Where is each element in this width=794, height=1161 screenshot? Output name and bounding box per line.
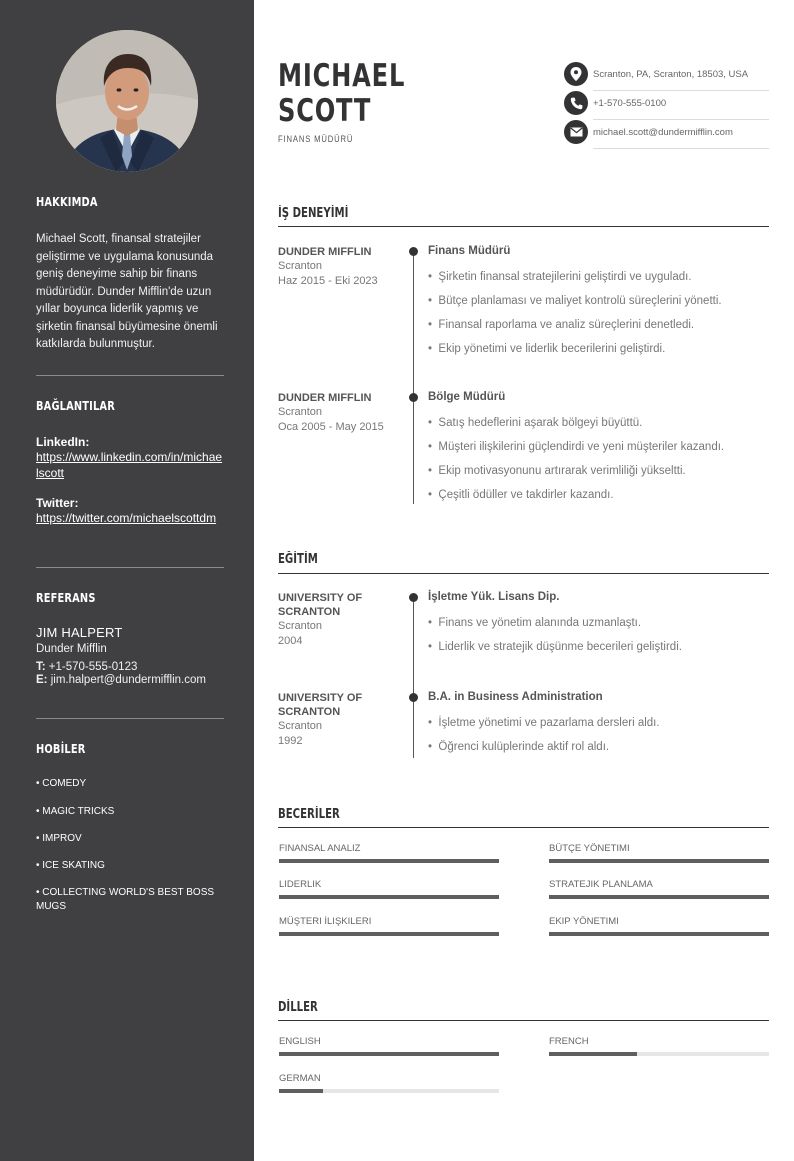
linkedin-label: LinkedIn:: [36, 435, 90, 449]
section-rule: [278, 226, 769, 227]
skill-bar: [549, 932, 769, 936]
education-timeline: [413, 598, 414, 758]
experience-bullet: • Ekip motivasyonunu artırarak verimliliği yükseltti.: [428, 465, 686, 477]
language-item: [549, 1036, 770, 1047]
experience-bullet-text: Çeşitli ödüller ve takdirler kazandı.: [438, 489, 614, 501]
skill-bar: [279, 932, 499, 936]
linkedin-link[interactable]: https://www.linkedin.com/in/michaelscott: [36, 450, 223, 480]
skill-item: [279, 916, 500, 927]
role-title: Bölge Müdürü: [428, 391, 506, 403]
education-bullet: • Liderlik ve stratejik düşünme becerileri geliştirdi.: [428, 641, 682, 653]
avatar: [56, 30, 198, 172]
education-bullet-text: Liderlik ve stratejik düşünme becerileri geliştirdi.: [438, 641, 682, 653]
language-name: GERMAN: [279, 1073, 321, 1084]
links-section: [36, 399, 224, 526]
contact-phone-text: +1-570-555-0100: [593, 98, 667, 109]
experience-bullet: • Finansal raporlama ve analiz süreçlerini denetledi.: [428, 319, 695, 331]
about-heading: HAKKIMDA: [36, 195, 98, 209]
contact-address: [564, 62, 769, 91]
skill-bar-fill: [549, 932, 769, 936]
degree-title: B.A. in Business Administration: [428, 691, 603, 703]
experience-bullet: • Bütçe planlaması ve maliyet kontrolü süreçlerini yönetti.: [428, 295, 722, 307]
company-name: DUNDER MIFFLIN: [278, 246, 372, 258]
language-item: [279, 1036, 500, 1047]
section-rule: [278, 827, 769, 828]
location-pin-icon: [564, 62, 588, 86]
linkedin-link-block: [36, 435, 224, 481]
skill-bar: [279, 859, 499, 863]
timeline-dot: [409, 247, 418, 256]
experience-timeline: [413, 252, 414, 504]
experience-bullet-text: Şirketin finansal stratejilerini geliştirdi ve uyguladı.: [438, 271, 692, 283]
skill-name: LIDERLIK: [279, 879, 322, 890]
experience-bullet-text: Ekip motivasyonunu artırarak verimliliği yükseltti.: [438, 465, 686, 477]
skill-bar: [549, 895, 769, 899]
degree-title: İşletme Yük. Lisans Dip.: [428, 591, 560, 603]
contact-address-text: Scranton, PA, Scranton, 18503, USA: [593, 69, 749, 80]
language-name: ENGLISH: [279, 1036, 321, 1047]
skill-name: FINANSAL ANALIZ: [279, 843, 361, 854]
skill-item: [549, 843, 770, 854]
education-bullet-text: İşletme yönetimi ve pazarlama dersleri aldı.: [438, 717, 660, 729]
skill-bar: [279, 895, 499, 899]
language-bar: [279, 1052, 499, 1056]
skill-bar-fill: [279, 859, 499, 863]
hobby-item: • COMEDY: [36, 778, 87, 789]
sidebar-divider: [36, 718, 224, 719]
education-bullet-text: Finans ve yönetim alanında uzmanlaştı.: [438, 617, 642, 629]
graduation-year: 1992: [278, 735, 303, 747]
reference-phone-value: +1-570-555-0123: [48, 661, 138, 673]
about-text: Michael Scott, finansal stratejiler geliştirme ve uygulama konusunda geniş deneyime sahip bir finans müdürüdür. Dunder Mifflin'de uzun yıllar boyunca liderlik yapmış ve şirketin finansal büyümesine önemli katkılarda bulunmuştur.: [36, 233, 218, 350]
timeline-dot: [409, 593, 418, 602]
language-bar-fill: [279, 1052, 499, 1056]
hobby-item: • COLLECTING WORLD'S BEST BOSS MUGS: [36, 887, 215, 912]
skill-bar-fill: [279, 895, 499, 899]
employment-dates: Oca 2005 - May 2015: [278, 421, 384, 433]
twitter-link[interactable]: https://twitter.com/michaelscottdm: [36, 511, 217, 525]
skill-name: BÜTÇE YÖNETIMI: [549, 843, 630, 854]
experience-entry-meta: [278, 391, 398, 435]
reference-name: JIM HALPERT: [36, 625, 123, 640]
experience-bullet-text: Müşteri ilişkilerini güçlendirdi ve yeni müşteriler kazandı.: [438, 441, 725, 453]
contact-phone: [564, 91, 769, 120]
experience-bullet: • Müşteri ilişkilerini güçlendirdi ve yeni müşteriler kazandı.: [428, 441, 725, 453]
reference-email: [36, 674, 224, 686]
school-location: Scranton: [278, 720, 323, 732]
experience-bullet: • Çeşitli ödüller ve takdirler kazandı.: [428, 489, 614, 501]
role-title: Finans Müdürü: [428, 245, 511, 257]
company-name: DUNDER MIFFLIN: [278, 392, 372, 404]
skill-item: [279, 879, 500, 890]
education-bullet: • Finans ve yönetim alanında uzmanlaştı.: [428, 617, 642, 629]
skill-bar-fill: [549, 859, 769, 863]
education-bullet: • Öğrenci kulüplerinde aktif rol aldı.: [428, 741, 610, 753]
hobby-item: • MAGIC TRICKS: [36, 806, 115, 817]
experience-bullet-text: Bütçe planlaması ve maliyet kontrolü süreçlerini yönetti.: [438, 295, 722, 307]
timeline-dot: [409, 693, 418, 702]
experience-heading: İŞ DENEYİMİ: [278, 206, 349, 221]
reference-email-label: E:: [36, 674, 48, 686]
links-heading: BAĞLANTILAR: [36, 399, 115, 413]
skill-bar: [549, 859, 769, 863]
reference-phone: [36, 661, 224, 673]
experience-bullet: • Şirketin finansal stratejilerini geliştirdi ve uyguladı.: [428, 271, 692, 283]
twitter-link-block: [36, 496, 224, 526]
skill-item: [279, 843, 500, 854]
skill-bar-fill: [549, 895, 769, 899]
about-section: [36, 195, 224, 354]
language-bar: [549, 1052, 769, 1056]
reference-company: Dunder Mifflin: [36, 643, 107, 655]
section-rule: [278, 1020, 769, 1021]
school-location: Scranton: [278, 620, 323, 632]
experience-bullet: • Ekip yönetimi ve liderlik becerilerini geliştirdi.: [428, 343, 666, 355]
reference-heading: REFERANS: [36, 591, 96, 605]
languages-heading: DİLLER: [278, 1000, 318, 1015]
hobby-item: • IMPROV: [36, 833, 82, 844]
skill-name: EKIP YÖNETIMI: [549, 916, 619, 927]
timeline-dot: [409, 393, 418, 402]
contact-email-text[interactable]: michael.scott@dundermifflin.com: [593, 127, 733, 138]
first-name: MICHAEL: [278, 58, 406, 94]
profile-photo: [56, 30, 198, 172]
education-bullet: • İşletme yönetimi ve pazarlama dersleri aldı.: [428, 717, 660, 729]
sidebar-divider: [36, 567, 224, 568]
sidebar-divider: [36, 375, 224, 376]
language-item: [279, 1073, 500, 1084]
education-entry-meta: [278, 591, 388, 649]
language-bar: [279, 1089, 499, 1093]
contact-email: [564, 120, 769, 149]
job-title: FINANS MÜDÜRÜ: [278, 134, 354, 144]
reference-email-value: jim.halpert@dundermifflin.com: [50, 674, 206, 686]
contact-divider: [593, 148, 769, 149]
education-bullet-text: Öğrenci kulüplerinde aktif rol aldı.: [438, 741, 610, 753]
skill-name: MÜŞTERI İLIŞKILERI: [279, 916, 372, 927]
school-name: UNIVERSITY OF SCRANTON: [278, 692, 363, 718]
experience-bullet-text: Finansal raporlama ve analiz süreçlerini denetledi.: [438, 319, 695, 331]
last-name: SCOTT: [278, 93, 372, 129]
skill-bar-fill: [279, 932, 499, 936]
skills-heading: BECERİLER: [278, 807, 340, 822]
company-location: Scranton: [278, 260, 323, 272]
experience-bullet: • Satış hedeflerini aşarak bölgeyi büyüttü.: [428, 417, 643, 429]
company-location: Scranton: [278, 406, 323, 418]
experience-entry-meta: [278, 245, 398, 289]
employment-dates: Haz 2015 - Eki 2023: [278, 275, 378, 287]
reference-section: [36, 591, 224, 686]
skill-item: [549, 879, 770, 890]
hobbies-heading: HOBİLER: [36, 742, 86, 756]
school-name: UNIVERSITY OF SCRANTON: [278, 592, 363, 618]
experience-bullet-text: Ekip yönetimi ve liderlik becerilerini geliştirdi.: [438, 343, 666, 355]
experience-bullet-text: Satış hedeflerini aşarak bölgeyi büyüttü.: [438, 417, 643, 429]
hobby-item: • ICE SKATING: [36, 860, 105, 871]
skill-name: STRATEJIK PLANLAMA: [549, 879, 653, 890]
language-name: FRENCH: [549, 1036, 589, 1047]
graduation-year: 2004: [278, 635, 303, 647]
mail-icon: [564, 120, 588, 144]
education-heading: EĞİTİM: [278, 552, 318, 567]
reference-phone-label: T:: [36, 661, 46, 673]
section-rule: [278, 573, 769, 574]
language-bar-fill: [549, 1052, 637, 1056]
twitter-label: Twitter:: [36, 496, 79, 510]
hobbies-section: [36, 742, 224, 922]
phone-icon: [564, 91, 588, 115]
education-entry-meta: [278, 691, 388, 749]
skill-item: [549, 916, 770, 927]
sidebar: [0, 0, 254, 1161]
language-bar-fill: [279, 1089, 323, 1093]
